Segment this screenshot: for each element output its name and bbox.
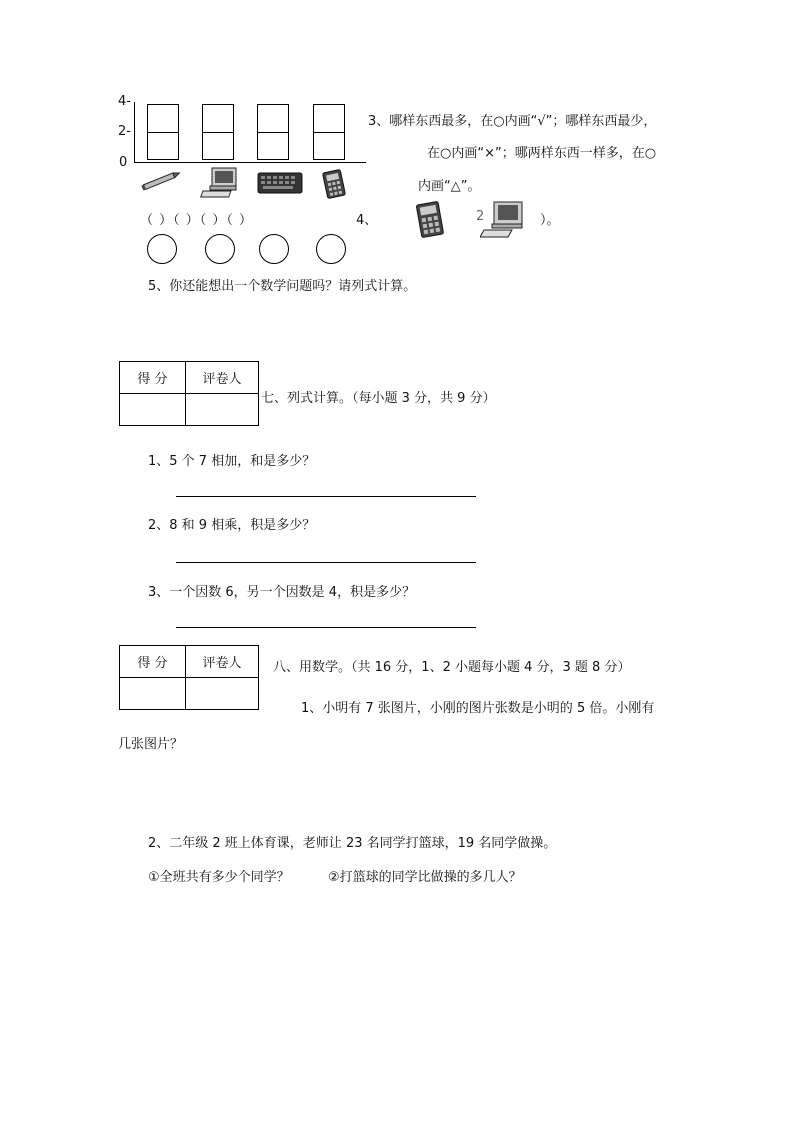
answer-line-7-2[interactable] bbox=[176, 562, 476, 563]
q3-line3: 内画“△”。 bbox=[418, 179, 481, 194]
y-tick-2: 2- bbox=[118, 124, 131, 139]
section8-title: 八、用数学。（共 16 分，1、2 小题每小题 4 分，3 题 8 分） bbox=[273, 660, 631, 675]
section8-q2-sub1: ①全班共有多少个同学？ bbox=[148, 870, 290, 885]
section8-q1-line1: 1、小明有 7 张图片，小刚的图片张数是小明的 5 倍。小刚有 bbox=[301, 701, 655, 716]
pencil-icon bbox=[139, 170, 183, 192]
calculator-icon bbox=[320, 168, 348, 200]
answer-circle-calculator[interactable] bbox=[316, 234, 346, 264]
chart-column-keyboard bbox=[257, 104, 289, 160]
score-cell[interactable] bbox=[120, 394, 186, 426]
section7-title: 七、列式计算。（每小题 3 分，共 9 分） bbox=[261, 391, 496, 406]
section7-q2: 2、8 和 9 相乘，积是多少？ bbox=[148, 518, 316, 533]
computer-icon bbox=[200, 166, 240, 200]
section8-q2-sub2: ②打篮球的同学比做操的多几人？ bbox=[328, 870, 522, 885]
q4-suffix: ）。 bbox=[540, 213, 560, 228]
grader-cell[interactable] bbox=[186, 394, 259, 426]
answer-circle-pencil[interactable] bbox=[147, 234, 177, 264]
section8-q2-line1: 2、二年级 2 班上体育课，老师让 23 名同学打篮球，19 名同学做操。 bbox=[148, 836, 557, 851]
answer-line-7-3[interactable] bbox=[176, 627, 476, 628]
grader-header: 评卷人 bbox=[186, 362, 259, 394]
score-header: 得 分 bbox=[120, 362, 186, 394]
computer-icon bbox=[480, 200, 528, 240]
answer-brackets: （ ）（ ）（ ）（ ） bbox=[140, 213, 254, 228]
score-table-7 bbox=[119, 361, 259, 426]
section8-q1-line2: 几张图片？ bbox=[118, 737, 184, 752]
answer-line-7-1[interactable] bbox=[176, 496, 476, 497]
y-axis bbox=[134, 102, 135, 162]
q3-line1: 3、哪样东西最多，在○内画“√”；哪样东西最少， bbox=[368, 114, 657, 129]
section7-q3: 3、一个因数 6，另一个因数是 4，积是多少？ bbox=[148, 585, 416, 600]
y-tick-0: 0 bbox=[119, 155, 128, 170]
keyboard-icon bbox=[256, 170, 304, 196]
y-tick-4: 4- bbox=[118, 94, 131, 109]
score-cell[interactable] bbox=[120, 678, 186, 710]
chart-column-computer bbox=[202, 104, 234, 160]
calculator-icon bbox=[413, 200, 447, 240]
chart-column-pencil bbox=[147, 104, 179, 160]
answer-circle-keyboard[interactable] bbox=[259, 234, 289, 264]
score-header: 得 分 bbox=[120, 646, 186, 678]
q3-line2: 在○内画“×”；哪两样东西一样多，在○ bbox=[427, 146, 657, 161]
score-table-8 bbox=[119, 645, 259, 710]
x-axis bbox=[134, 162, 366, 163]
grader-cell[interactable] bbox=[186, 678, 259, 710]
grader-header: 评卷人 bbox=[186, 646, 259, 678]
answer-circle-computer[interactable] bbox=[205, 234, 235, 264]
chart-column-calculator bbox=[313, 104, 345, 160]
q4-mid: 2 bbox=[476, 209, 485, 224]
q5-text: 5、你还能想出一个数学问题吗？请列式计算。 bbox=[148, 279, 417, 294]
q4-prefix: 4、 bbox=[356, 213, 378, 228]
section7-q1: 1、5 个 7 相加，和是多少？ bbox=[148, 454, 316, 469]
